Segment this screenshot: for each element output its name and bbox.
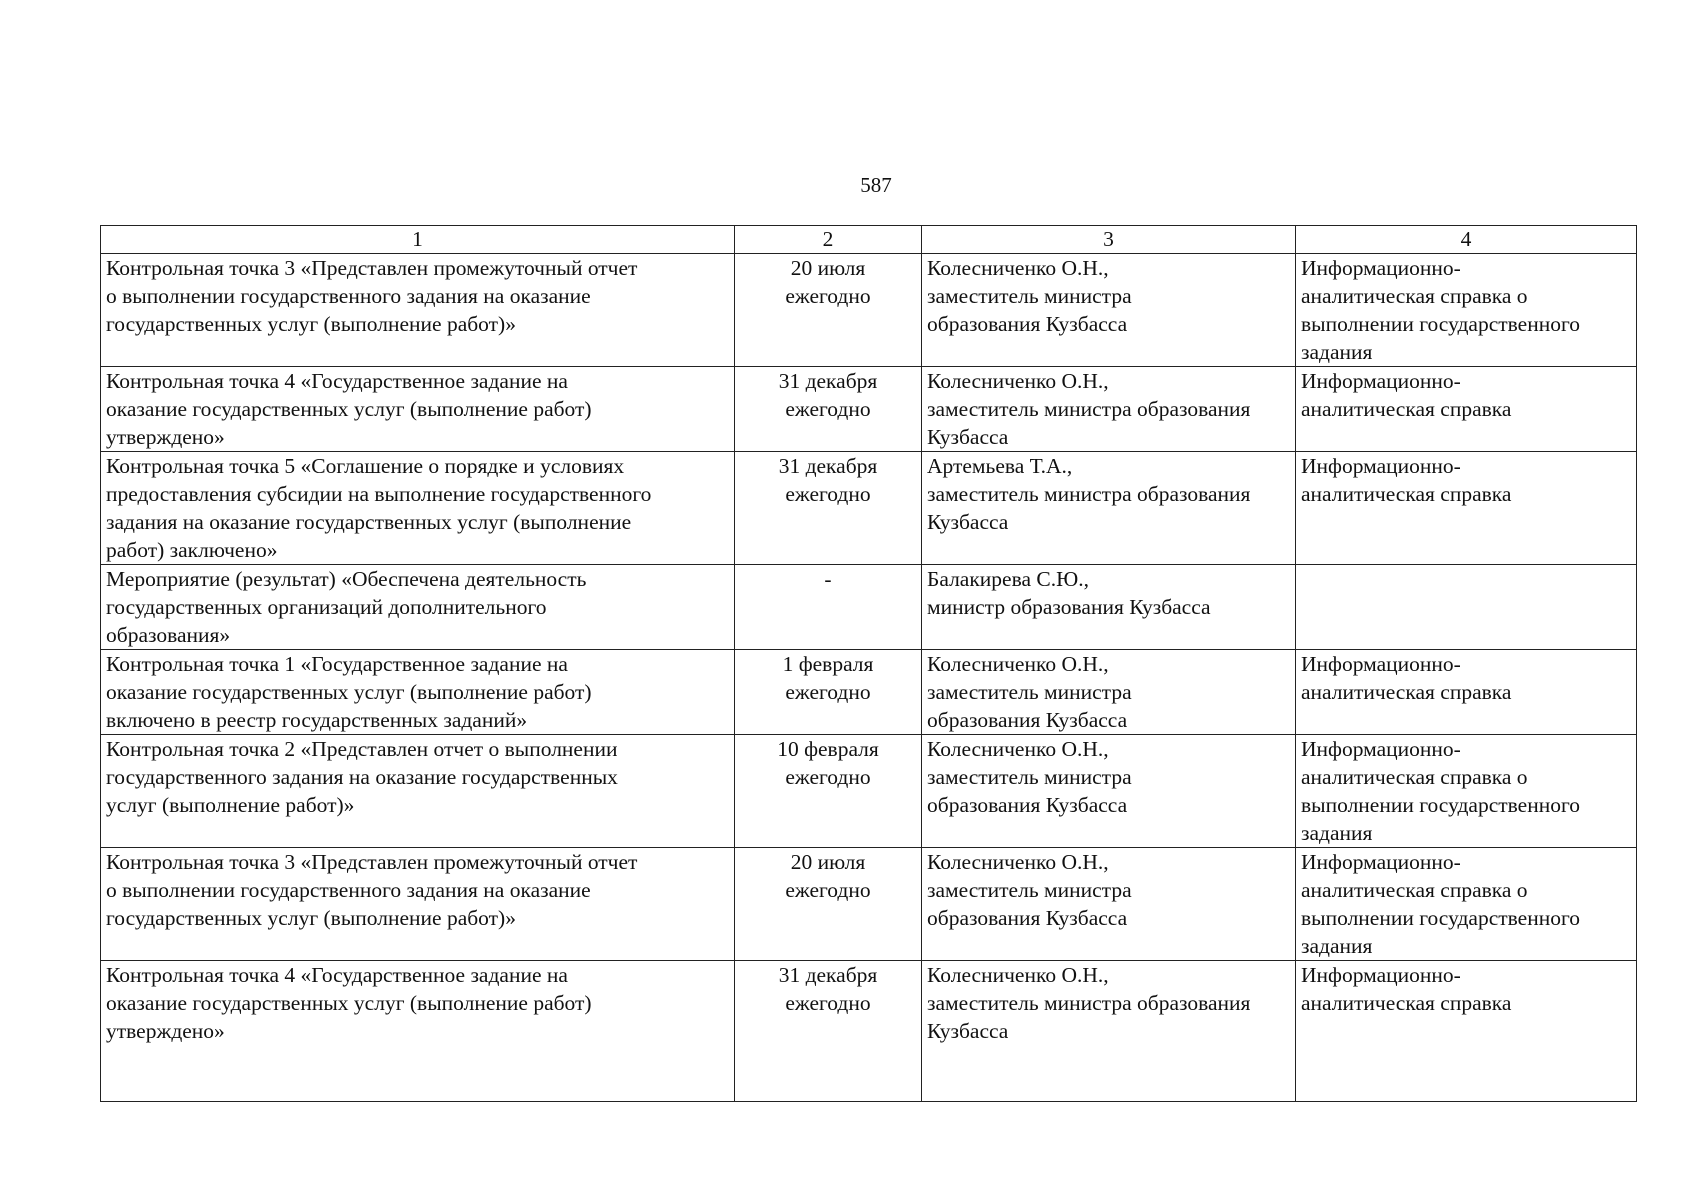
- document-cell-line: Информационно-: [1301, 369, 1461, 393]
- activity-cell-line: государственных услуг (выполнение работ)»: [106, 312, 516, 336]
- document-cell-line: выполнении государственного: [1301, 312, 1580, 336]
- document-cell-line: аналитическая справка: [1301, 991, 1512, 1015]
- activity-cell-line: государственного задания на оказание государственных: [106, 765, 618, 789]
- table-row: [101, 452, 1637, 565]
- column-header-2: 2: [735, 226, 922, 254]
- date-cell-line: 1 февраля: [782, 652, 874, 676]
- responsible-cell-line: Колесниченко О.Н.,: [927, 963, 1109, 987]
- activity-cell-line: оказание государственных услуг (выполнение работ): [106, 991, 592, 1015]
- activity-cell-line: о выполнении государственного задания на оказание: [106, 284, 591, 308]
- activity-cell-line: государственных услуг (выполнение работ)»: [106, 906, 516, 930]
- activity-cell: [101, 452, 735, 565]
- date-cell-line: ежегодно: [785, 482, 871, 506]
- activity-cell-line: утверждено»: [106, 425, 225, 449]
- responsible-cell-line: заместитель министра: [927, 680, 1132, 704]
- page-number: 587: [860, 173, 892, 197]
- activity-cell-line: Мероприятие (результат) «Обеспечена деятельность: [106, 567, 587, 591]
- responsible-cell-line: заместитель министра: [927, 878, 1132, 902]
- table-row: [101, 848, 1637, 961]
- activity-cell: [101, 735, 735, 848]
- document-cell-line: задания: [1301, 934, 1373, 958]
- document-cell: [1296, 254, 1637, 367]
- document-cell-line: аналитическая справка о: [1301, 765, 1528, 789]
- activity-cell-line: Контрольная точка 4 «Государственное задание на: [106, 369, 568, 393]
- date-cell-line: ежегодно: [785, 680, 871, 704]
- date-cell-line: 10 февраля: [777, 737, 879, 761]
- responsible-cell-line: Колесниченко О.Н.,: [927, 737, 1109, 761]
- document-cell-line: Информационно-: [1301, 454, 1461, 478]
- document-cell: [1296, 848, 1637, 961]
- document-cell-line: Информационно-: [1301, 652, 1461, 676]
- document-cell-line: аналитическая справка: [1301, 680, 1512, 704]
- activity-cell: [101, 254, 735, 367]
- responsible-cell-line: образования Кузбасса: [927, 312, 1128, 336]
- date-cell-line: ежегодно: [785, 878, 871, 902]
- activity-cell-line: утверждено»: [106, 1019, 225, 1043]
- responsible-cell: [922, 848, 1296, 961]
- document-cell: [1296, 650, 1637, 735]
- activity-cell-line: Контрольная точка 1 «Государственное задание на: [106, 652, 568, 676]
- document-cell-line: аналитическая справка: [1301, 482, 1512, 506]
- responsible-cell-line: Кузбасса: [927, 425, 1009, 449]
- activity-cell-line: Контрольная точка 2 «Представлен отчет о выполнении: [106, 737, 618, 761]
- activity-cell-line: оказание государственных услуг (выполнение работ): [106, 397, 592, 421]
- date-cell-line: 31 декабря: [778, 369, 878, 393]
- responsible-cell-line: заместитель министра образования: [927, 482, 1251, 506]
- document-cell: [1296, 452, 1637, 565]
- activity-cell-line: образования»: [106, 623, 231, 647]
- date-cell-line: 31 декабря: [778, 454, 878, 478]
- date-cell: [735, 650, 922, 735]
- responsible-cell: [922, 961, 1296, 1102]
- date-cell-line: ежегодно: [785, 397, 871, 421]
- responsible-cell-line: Колесниченко О.Н.,: [927, 256, 1109, 280]
- date-cell-line: ежегодно: [785, 765, 871, 789]
- column-header-3: 3: [922, 226, 1296, 254]
- date-cell-line: ежегодно: [785, 284, 871, 308]
- responsible-cell-line: Балакирева С.Ю.,: [927, 567, 1089, 591]
- control-points-table: [100, 225, 1637, 1102]
- table-header-row: [101, 226, 1637, 254]
- responsible-cell-line: заместитель министра: [927, 765, 1132, 789]
- activity-cell: [101, 848, 735, 961]
- document-cell-line: Информационно-: [1301, 256, 1461, 280]
- activity-cell-line: Контрольная точка 3 «Представлен промежуточный отчет: [106, 256, 638, 280]
- activity-cell: [101, 565, 735, 650]
- date-cell-line: ежегодно: [785, 991, 871, 1015]
- table-row: [101, 565, 1637, 650]
- date-cell: [735, 565, 922, 650]
- date-cell: [735, 367, 922, 452]
- table-row: [101, 961, 1637, 1102]
- activity-cell-line: Контрольная точка 4 «Государственное задание на: [106, 963, 568, 987]
- responsible-cell-line: Кузбасса: [927, 1019, 1009, 1043]
- responsible-cell: [922, 367, 1296, 452]
- responsible-cell: [922, 254, 1296, 367]
- date-cell-line: 20 июля: [790, 850, 866, 874]
- activity-cell-line: работ) заключено»: [106, 538, 278, 562]
- column-header-1: 1: [101, 226, 735, 254]
- responsible-cell-line: образования Кузбасса: [927, 906, 1128, 930]
- responsible-cell-line: Колесниченко О.Н.,: [927, 652, 1109, 676]
- date-cell: [735, 452, 922, 565]
- activity-cell-line: предоставления субсидии на выполнение государственного: [106, 482, 652, 506]
- document-cell-line: Информационно-: [1301, 850, 1461, 874]
- responsible-cell-line: образования Кузбасса: [927, 793, 1128, 817]
- document-cell-line: выполнении государственного: [1301, 793, 1580, 817]
- document-cell-line: аналитическая справка о: [1301, 284, 1528, 308]
- document-cell-line: задания: [1301, 340, 1373, 364]
- document-cell-line: аналитическая справка: [1301, 397, 1512, 421]
- activity-cell-line: задания на оказание государственных услуг (выполнение: [106, 510, 632, 534]
- table-body: [101, 226, 1637, 1102]
- date-cell: [735, 961, 922, 1102]
- responsible-cell-line: заместитель министра образования: [927, 991, 1251, 1015]
- table-row: [101, 735, 1637, 848]
- date-cell-line: 31 декабря: [778, 963, 878, 987]
- activity-cell-line: Контрольная точка 5 «Соглашение о порядке и условиях: [106, 454, 625, 478]
- table-row: [101, 650, 1637, 735]
- date-cell: [735, 735, 922, 848]
- responsible-cell-line: Кузбасса: [927, 510, 1009, 534]
- document-cell-line: аналитическая справка о: [1301, 878, 1528, 902]
- activity-cell-line: о выполнении государственного задания на оказание: [106, 878, 591, 902]
- date-cell: [735, 848, 922, 961]
- activity-cell-line: оказание государственных услуг (выполнение работ): [106, 680, 592, 704]
- document-cell: [1296, 735, 1637, 848]
- activity-cell-line: Контрольная точка 3 «Представлен промежуточный отчет: [106, 850, 638, 874]
- activity-cell: [101, 367, 735, 452]
- activity-cell: [101, 961, 735, 1102]
- responsible-cell-line: министр образования Кузбасса: [927, 595, 1211, 619]
- table-row: [101, 367, 1637, 452]
- document-cell-line: выполнении государственного: [1301, 906, 1580, 930]
- document-cell-line: Информационно-: [1301, 737, 1461, 761]
- activity-cell-line: услуг (выполнение работ)»: [106, 793, 355, 817]
- responsible-cell-line: заместитель министра: [927, 284, 1132, 308]
- responsible-cell-line: Колесниченко О.Н.,: [927, 850, 1109, 874]
- date-cell: [735, 254, 922, 367]
- responsible-cell: [922, 452, 1296, 565]
- date-cell-line: -: [824, 567, 832, 591]
- activity-cell-line: включено в реестр государственных заданий»: [106, 708, 528, 732]
- responsible-cell: [922, 650, 1296, 735]
- responsible-cell: [922, 735, 1296, 848]
- responsible-cell-line: Колесниченко О.Н.,: [927, 369, 1109, 393]
- column-header-4: 4: [1296, 226, 1637, 254]
- document-cell: [1296, 961, 1637, 1102]
- responsible-cell: [922, 565, 1296, 650]
- responsible-cell-line: образования Кузбасса: [927, 708, 1128, 732]
- activity-cell-line: государственных организаций дополнительного: [106, 595, 547, 619]
- date-cell-line: 20 июля: [790, 256, 866, 280]
- table-row: [101, 254, 1637, 367]
- document-cell-line: задания: [1301, 821, 1373, 845]
- responsible-cell-line: Артемьева Т.А.,: [927, 454, 1073, 478]
- document-cell-line: Информационно-: [1301, 963, 1461, 987]
- document-cell: [1296, 367, 1637, 452]
- document-cell: [1296, 565, 1637, 650]
- responsible-cell-line: заместитель министра образования: [927, 397, 1251, 421]
- activity-cell: [101, 650, 735, 735]
